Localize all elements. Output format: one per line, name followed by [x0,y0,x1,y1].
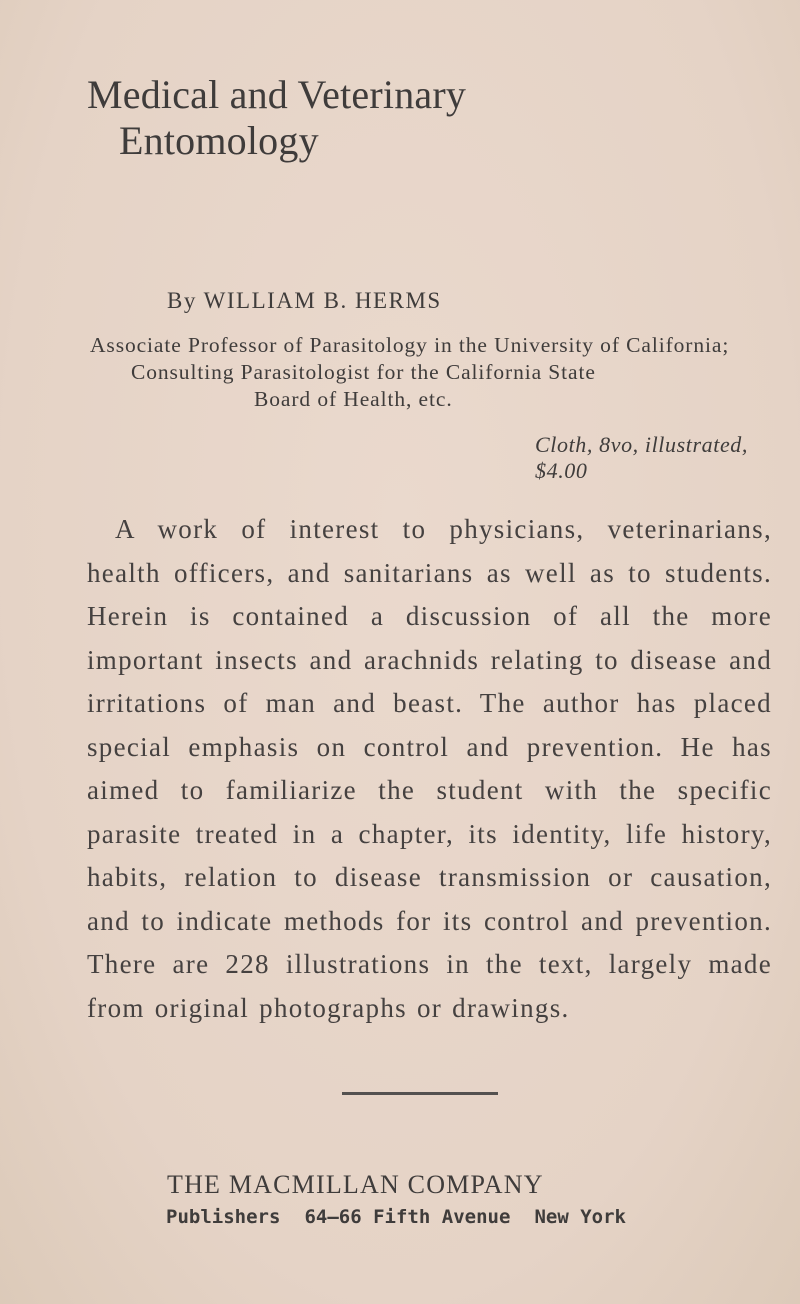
affiliation-line2: Consulting Parasitologist for the California State [131,360,596,384]
book-title-line2: Entomology [119,118,319,163]
book-description [87,508,772,1030]
address-publishers: Publishers [166,1206,281,1228]
author-line: By WILLIAM B. HERMS [167,288,442,313]
price-line: Cloth, 8vo, illustrated, $4.00 [535,432,749,483]
divider-rule [342,1092,498,1095]
publisher-address [166,1206,626,1228]
description-paragraph: A work of interest to physicians, veterinarians, health officers, and sanitarians as well as to students. Herein is contained a discussion of all the more important insects and arachnids relating to disease and irritations of man and beast. The author has placed special emphasis on control and prevention. He has aimed to familiarize the student with the specific parasite treated in a chapter, its identity, life history, habits, relation to disease transmission or causation, and to indicate methods for its control and prevention. There are 228 illustrations in the text, largely made from original photographs or drawings. [87,514,772,1023]
book-title-line1: Medical and Veterinary [87,72,467,117]
author-affiliation [86,332,776,413]
affiliation-line1: Associate Professor of Parasitology in the University of California; [90,333,730,357]
address-street: 64–66 Fifth Avenue [304,1206,511,1228]
affiliation-line3: Board of Health, etc. [254,387,453,411]
book-title [87,72,466,164]
publisher-name: THE MACMILLAN COMPANY [167,1170,544,1199]
address-city: New York [534,1206,626,1228]
